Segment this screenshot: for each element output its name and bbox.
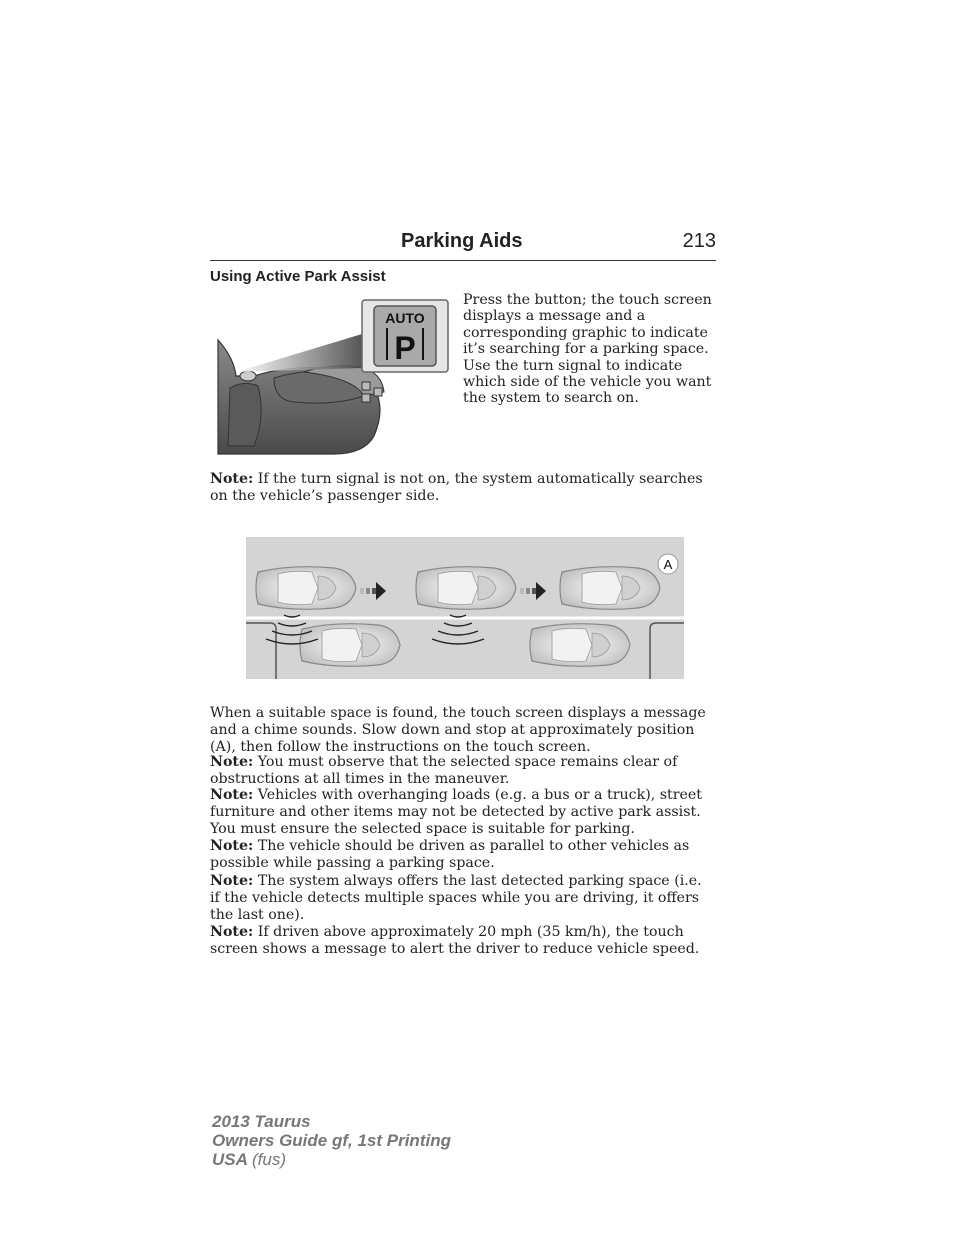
- note-label: Note:: [210, 787, 254, 803]
- footer-code: (fus): [252, 1150, 286, 1169]
- note-text: If the turn signal is not on, the system automatically searches on the vehicle’s passenger side.: [210, 471, 703, 504]
- page-number: 213: [682, 230, 716, 252]
- body-paragraph: When a suitable space is found, the touch screen displays a message and a chime sounds. Slow down and stop at approximately position (A), then follow the instructions on the touch screen.: [210, 705, 706, 755]
- note-label: Note:: [210, 873, 254, 889]
- console-illustration: [214, 296, 450, 458]
- note-text: The vehicle should be driven as parallel to other vehicles as possible while passing a parking space.: [210, 838, 690, 871]
- note-label: Note:: [210, 838, 254, 854]
- note-parallel-driving: [210, 838, 715, 872]
- note-turn-signal: [210, 471, 715, 505]
- section-title: Using Active Park Assist: [210, 268, 386, 285]
- callout-a: A: [663, 557, 673, 572]
- note-text: Vehicles with overhanging loads (e.g. a bus or a truck), street furniture and other items may not be detected by active park assist. You must ensure the selected space is suitable for parking.: [210, 787, 703, 837]
- note-label: Note:: [210, 924, 254, 940]
- auto-label: AUTO: [385, 310, 425, 326]
- note-text: You must observe that the selected space remains clear of obstructions at all times in the maneuver.: [210, 754, 678, 787]
- note-text: The system always offers the last detected parking space (i.e. if the vehicle detects multiple spaces while you are driving, it offers the last one).: [210, 873, 702, 923]
- chapter-title: Parking Aids: [401, 230, 523, 252]
- page-header: [210, 228, 716, 261]
- p-letter: P: [394, 330, 416, 366]
- note-label: Note:: [210, 471, 254, 487]
- parking-space-diagram: [246, 537, 684, 679]
- footer-model: 2013 Taurus: [212, 1112, 311, 1131]
- footer-market: [212, 1150, 451, 1169]
- note-speed-limit: [210, 924, 715, 958]
- footer-country: USA: [212, 1150, 248, 1169]
- page-footer: [212, 1112, 451, 1169]
- note-label: Note:: [210, 754, 254, 770]
- intro-paragraph: Press the button; the touch screen displays a message and a corresponding graphic to indicate it’s searching for a parking space. Use the turn signal to indicate which side of the vehicle you want the system to search on.: [463, 292, 712, 407]
- note-text: If driven above approximately 20 mph (35 km/h), the touch screen shows a message to alert the driver to reduce vehicle speed.: [210, 924, 700, 957]
- note-clear-obstructions: [210, 754, 715, 788]
- note-last-space: [210, 873, 715, 923]
- footer-edition: Owners Guide gf, 1st Printing: [212, 1131, 451, 1150]
- note-overhanging-loads: [210, 787, 715, 837]
